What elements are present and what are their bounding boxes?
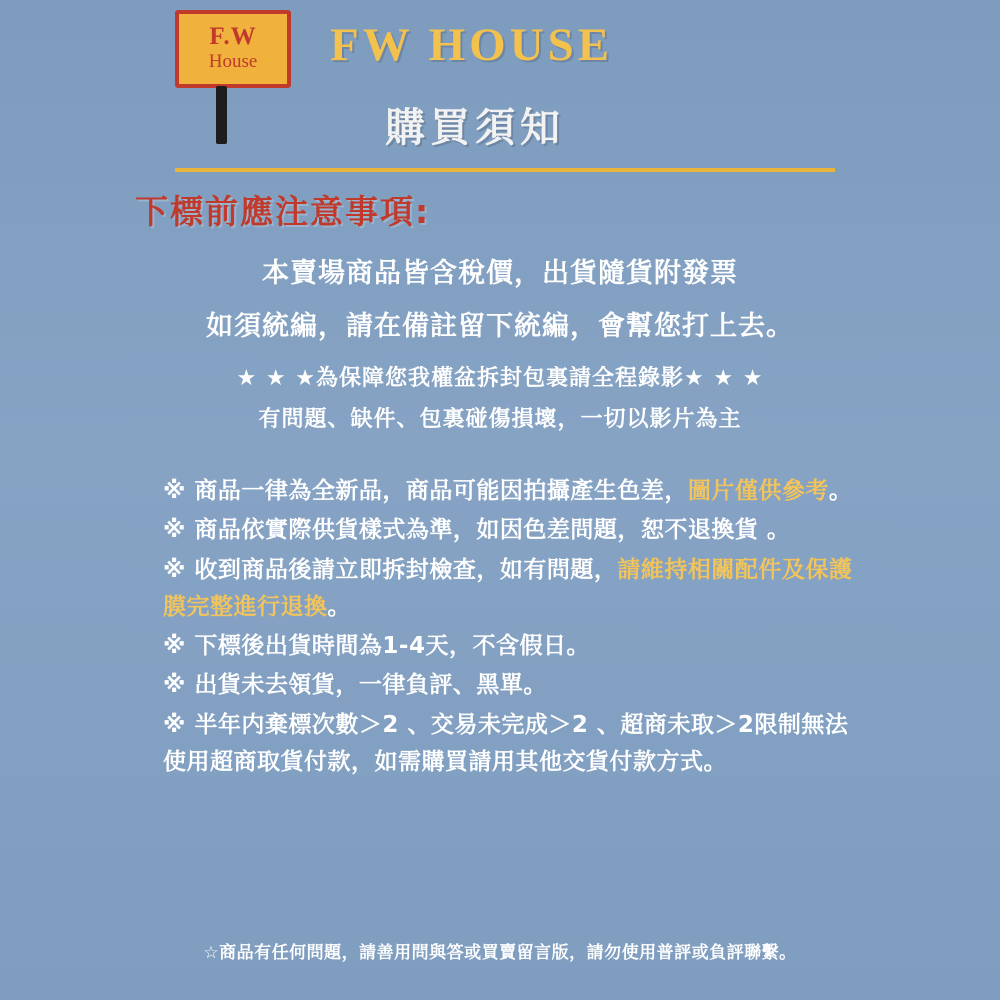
rule-text-highlight: 圖片僅供參考 — [687, 478, 829, 504]
rule-marker: ※ — [163, 556, 186, 583]
rule-item — [163, 667, 860, 704]
rule-marker: ※ — [163, 633, 186, 659]
logo-line-1: F.W — [209, 23, 257, 51]
rule-item — [163, 552, 860, 627]
rule-text: 商品依實際供貨樣式為準，如因色差問題，恕不退換貨 。 — [194, 517, 791, 544]
rule-text: 商品一律為全新品，商品可能因拍攝產生色差， — [194, 478, 688, 504]
rule-text-tail: 。 — [327, 593, 351, 620]
notice-line-1: 本賣場商品皆含稅價，出貨隨貨附發票 — [262, 258, 738, 288]
rules-list — [0, 473, 1000, 781]
section-title: 下標前應注意事項: — [135, 192, 431, 231]
notice-block — [0, 251, 1000, 433]
rule-text: 出貨未去領貨，一律負評、黑單。 — [194, 672, 547, 699]
logo-signpost-icon — [216, 86, 227, 144]
footer-note: ☆商品有任何問題，請善用問與答或買賣留言版，請勿使用普評或負評聯繫。 — [203, 943, 797, 963]
rule-item — [163, 628, 860, 665]
page-header — [0, 0, 1000, 160]
page-content — [0, 176, 1000, 963]
rule-text-tail: 。 — [828, 478, 853, 504]
rule-marker: ※ — [163, 517, 186, 544]
brand-subtitle: 購買須知 — [385, 105, 565, 150]
header-divider — [175, 168, 835, 172]
fw-house-logo — [175, 10, 291, 88]
rule-text: 收到商品後請立即拆封檢查，如有問題， — [194, 556, 618, 583]
rule-text: 半年内棄標次數＞2 、交易未完成＞2 、超商未取＞2限制無法使用超商取貨付款，如需購買請用其他交貨付款方式。 — [163, 711, 849, 775]
notice-line-3: ★ ★ ★為保障您我權盆拆封包裏請全程錄影★ ★ ★ — [236, 366, 764, 391]
logo-line-2: House — [208, 51, 258, 73]
rule-item — [163, 512, 860, 549]
notice-line-2: 如須統編，請在備註留下統編，會幫您打上去。 — [206, 311, 794, 341]
rule-marker: ※ — [163, 478, 186, 504]
rule-text-highlight: 請維持相關配件及保護膜完整進行退換 — [163, 556, 853, 620]
notice-line-4: 有問題、缺件、包裏碰傷損壞，一切以影片為主 — [258, 407, 742, 432]
rule-marker: ※ — [163, 672, 186, 699]
brand-title: FW HOUSE — [330, 19, 614, 71]
rule-text: 下標後出貨時間為1-4天，不含假日。 — [194, 633, 590, 659]
rule-item — [163, 707, 860, 782]
rule-marker: ※ — [163, 711, 186, 738]
rule-item — [163, 473, 860, 510]
